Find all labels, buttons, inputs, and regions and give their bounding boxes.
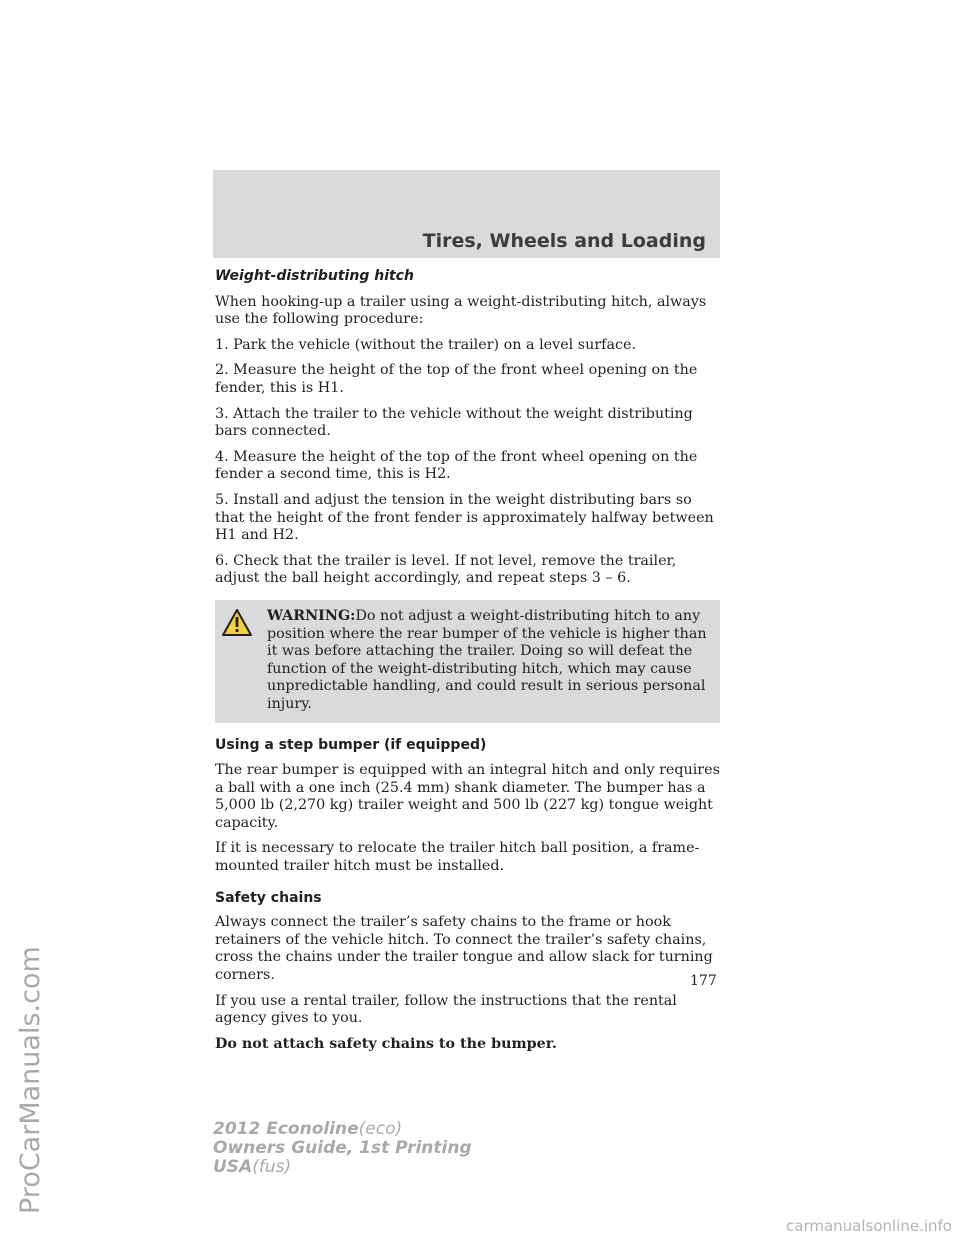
chains-paragraph-1: Always connect the trailer’s safety chains to the frame or hook retainers of the vehicle hitch. To connect the trailer’s safety chains, cross the chains under the trailer tongue and allow slack for turning corners. (215, 914, 713, 983)
step-3: 3. Attach the trailer to the vehicle without the weight distributing bars connected. (215, 405, 693, 440)
page-number: 177 (690, 973, 717, 989)
footer-model-code: (eco) (358, 1119, 403, 1139)
warning-text: Do not adjust a weight-distributing hitch to any position where the rear bumper of the vehicle is higher than it was before attaching the trailer. Doing so will defeat the function of the weight-distributing hitch, which may cause unpredictable handling, and could result in serious personal injury. (267, 607, 707, 712)
bumper-paragraph-2: If it is necessary to relocate the trailer hitch ball position, a frame-mounted trailer hitch must be installed. (215, 840, 700, 875)
hitch-intro: When hooking-up a trailer using a weight-distributing hitch, always use the following procedure: (215, 293, 707, 328)
footer-watermark: carmanualsonline.info (786, 1217, 952, 1235)
footer-market-code: (fus) (252, 1157, 292, 1177)
step-6: 6. Check that the trailer is level. If not level, remove the trailer, adjust the ball height accordingly, and repeat steps 3 – 6. (215, 552, 677, 587)
page-content (215, 266, 720, 1061)
side-watermark: ProCarManuals.com (15, 946, 46, 1214)
chains-paragraph-2: If you use a rental trailer, follow the instructions that the rental agency gives to you. (215, 992, 677, 1027)
warning-triangle-icon (221, 608, 253, 637)
step-4: 4. Measure the height of the top of the front wheel opening on the fender a second time, this is H2. (215, 448, 698, 483)
footer-model: 2012 Econoline (213, 1119, 359, 1139)
hitch-heading: Weight-distributing hitch (215, 268, 414, 284)
step-2: 2. Measure the height of the top of the front wheel opening on the fender, this is H1. (215, 362, 698, 396)
footer-edition (213, 1120, 472, 1177)
footer-guide: Owners Guide, 1st Printing (213, 1138, 472, 1158)
warning-box (215, 600, 720, 724)
chains-heading: Safety chains (215, 889, 322, 906)
bumper-paragraph-1: The rear bumper is equipped with an integral hitch and only requires a ball with a one inch (25.4 mm) shank diameter. The bumper has a 5,000 lb (2,270 kg) trailer weight and 500 lb (227 kg) tongue weight capacity. (215, 762, 720, 831)
footer-market: USA (213, 1157, 253, 1177)
bumper-heading: Using a step bumper (if equipped) (215, 737, 487, 754)
chains-final-note: Do not attach safety chains to the bumper. (215, 1035, 557, 1052)
step-1: 1. Park the vehicle (without the trailer) on a level surface. (215, 336, 636, 353)
step-5: 5. Install and adjust the tension in the weight distributing bars so that the height of the front fender is approximately halfway between H1 and H2. (215, 491, 714, 544)
section-header-band (213, 170, 720, 258)
warning-label: WARNING: (267, 607, 356, 624)
section-title: Tires, Wheels and Loading (422, 230, 706, 252)
